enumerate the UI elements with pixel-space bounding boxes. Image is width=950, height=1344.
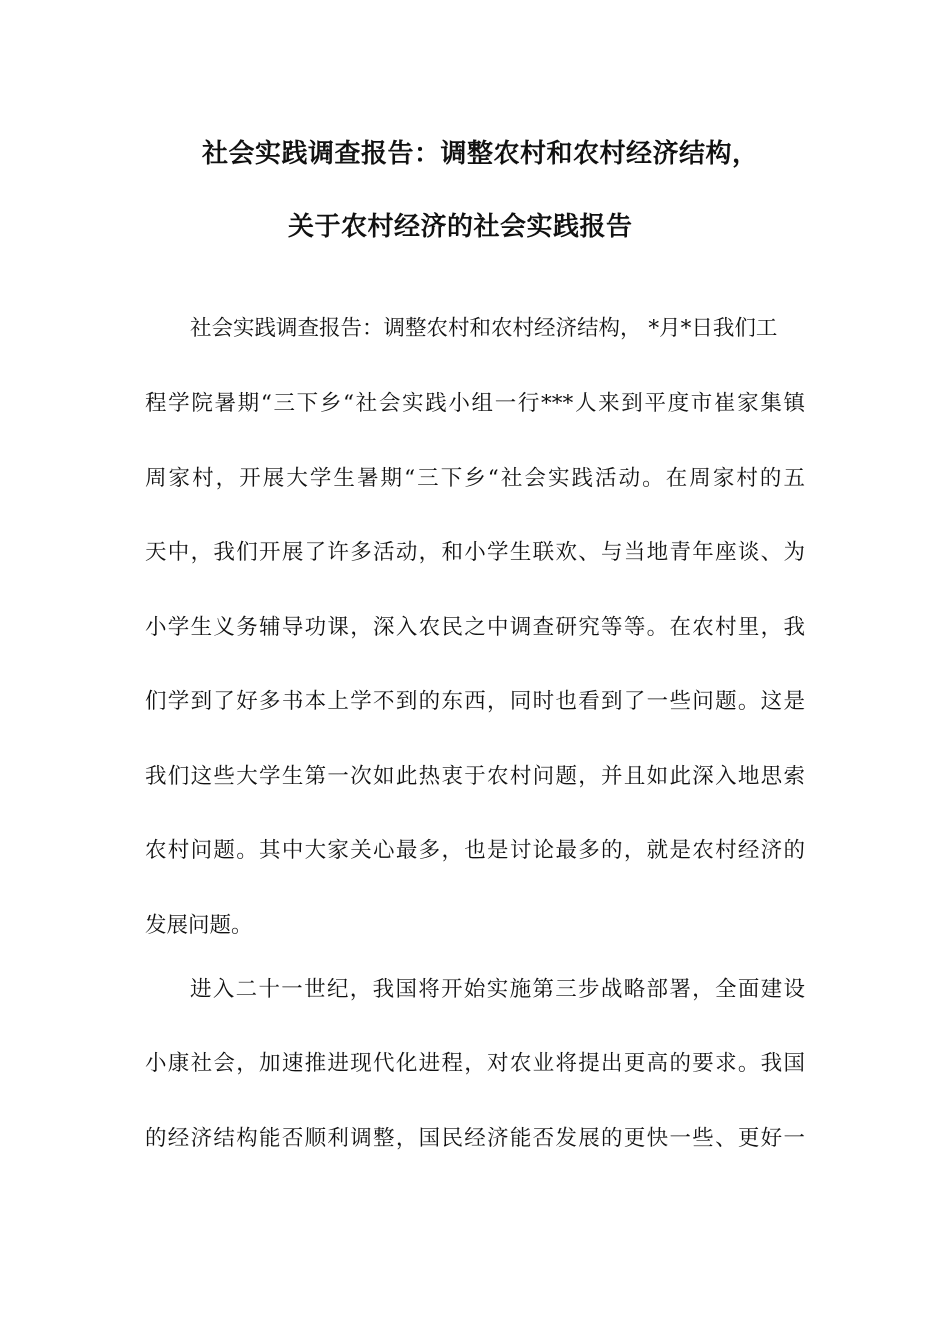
paragraph-2-line-3: 的经济结构能否顺利调整，国民经济能否发展的更快一些、更好一 [145,1126,805,1151]
document-title-line-2: 关于农村经济的社会实践报告 [288,212,633,242]
paragraph-1-line-1: 社会实践调查报告：调整农村和农村经济结构， *月*日我们工 [190,316,778,341]
paragraph-2-line-1: 进入二十一世纪，我国将开始实施第三步战略部署，全面建设 [190,977,805,1002]
paragraph-1-line-3: 周家村，开展大学生暑期“三下乡“社会实践活动。在周家村的五 [145,466,805,491]
paragraph-1-line-4: 天中，我们开展了许多活动，和小学生联欢、与当地青年座谈、为 [145,540,805,565]
paragraph-1-line-9: 发展问题。 [145,913,253,938]
paragraph-1-line-8: 农村问题。其中大家关心最多，也是讨论最多的，就是农村经济的 [145,838,805,863]
paragraph-1-line-6: 们学到了好多书本上学不到的东西，同时也看到了一些问题。这是 [145,689,805,714]
paragraph-1-line-5: 小学生义务辅导功课，深入农民之中调查研究等等。在农村里，我 [145,615,805,640]
paragraph-2-line-2: 小康社会，加速推进现代化进程，对农业将提出更高的要求。我国 [145,1051,805,1076]
paragraph-1-line-7: 我们这些大学生第一次如此热衷于农村问题，并且如此深入地思索 [145,764,805,789]
paragraph-1-line-2: 程学院暑期“三下乡“社会实践小组一行***人来到平度市崔家集镇 [145,391,805,416]
document-title-line-1: 社会实践调查报告：调整农村和农村经济结构， [202,139,759,169]
